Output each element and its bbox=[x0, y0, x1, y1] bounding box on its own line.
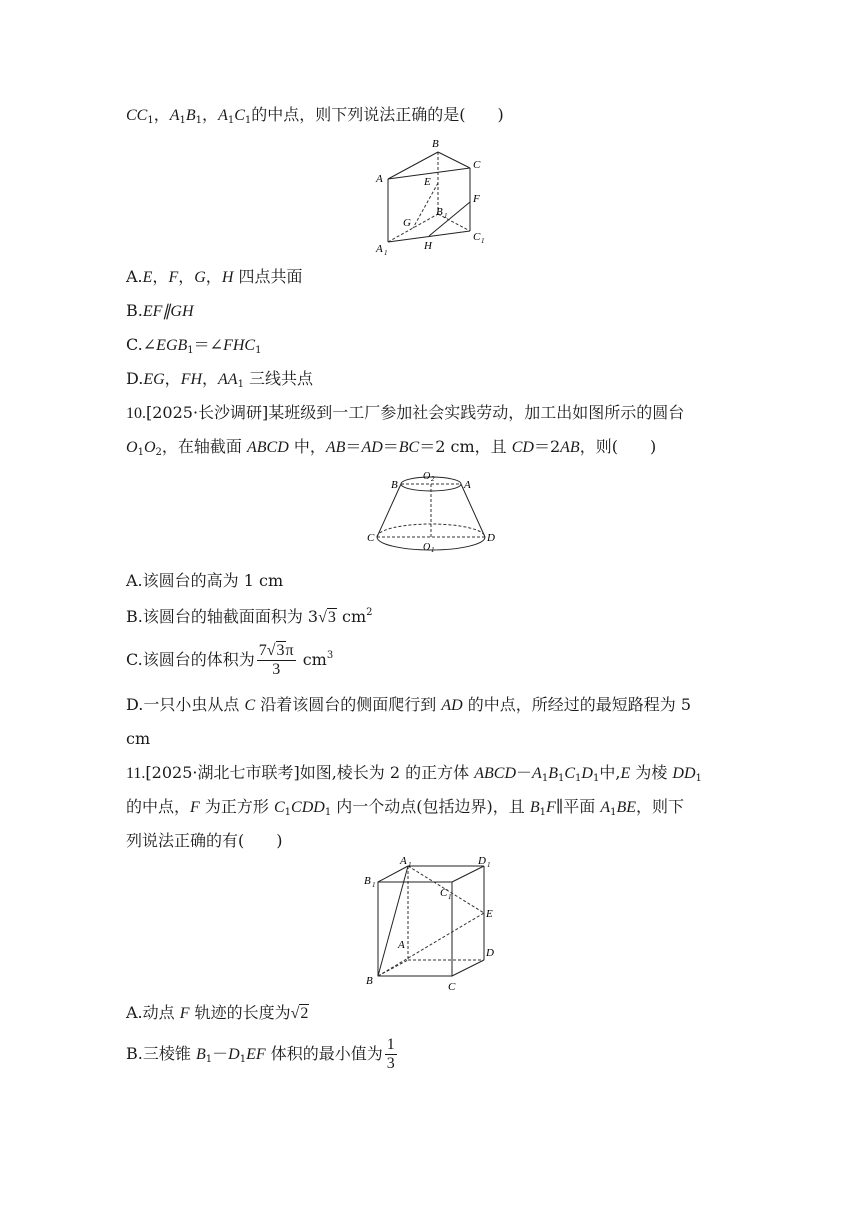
q9-option-a: A.E，F，G，H 四点共面 bbox=[126, 267, 303, 286]
q10-option-d-line1: D.一只小虫从点 C 沿着该圆台的侧面爬行到 AD 的中点，所经过的最短路程为 5 bbox=[126, 695, 692, 714]
label-A1: A bbox=[376, 243, 383, 255]
q10-stem-line1: 10.[2025·长沙调研]某班级到一工厂参加社会实践劳动，加工出如图所示的圆台 bbox=[126, 403, 685, 422]
label-B: B bbox=[432, 138, 439, 150]
edge-B1A1 bbox=[378, 866, 408, 882]
q9-option-c: $C.\angle EGB_1=\angle FHC_1$ bbox=[126, 335, 262, 356]
q11-cube-figure bbox=[360, 856, 500, 996]
label-C1: C bbox=[440, 887, 448, 899]
label-E: E bbox=[424, 176, 431, 188]
q11-min-volume-fraction: $\frac{1}{3}$ bbox=[386, 1036, 395, 1072]
q10-source: [2025·长沙调研] bbox=[146, 403, 269, 422]
label-O2-sub: 2 bbox=[431, 475, 435, 483]
edge-C1D1 bbox=[452, 866, 484, 882]
label-A1-sub: 1 bbox=[384, 249, 388, 257]
q9-stem-tail: $CC_1$，$A_1B_1$，$A_1C_1$的中点，则下列说法正确的是( ) bbox=[126, 105, 504, 126]
label-C1-sub: 1 bbox=[481, 237, 485, 245]
q11-option-a: A.动点 F 轨迹的长度为√2 bbox=[126, 1003, 309, 1022]
q11-source: [2025·湖北七市联考] bbox=[145, 763, 300, 782]
label-A: A bbox=[398, 939, 405, 951]
label-O2: O bbox=[423, 471, 431, 482]
q10-volume-fraction: $\frac{7√3\pi}{3}$ bbox=[258, 642, 294, 678]
q10-option-a: A.该圆台的高为 1 cm bbox=[126, 571, 284, 590]
label-B: B bbox=[366, 975, 373, 987]
label-C1-sub: 1 bbox=[448, 893, 452, 901]
q11-stem-line3: 列说法正确的有( ) bbox=[126, 831, 283, 850]
q9-stem-text: 的中点，则下列说法正确的是( ) bbox=[251, 105, 504, 124]
q11-option-b: B.三棱锥 $B_1-D_1EF$ 体积的最小值为 $\frac{1}{3}$ bbox=[126, 1036, 395, 1072]
q10-frustum-figure bbox=[365, 466, 497, 558]
edge-B1C1 bbox=[438, 214, 470, 231]
label-B1-sub: 1 bbox=[444, 212, 448, 220]
label-O1: O bbox=[423, 542, 431, 553]
segment-BE bbox=[378, 913, 484, 976]
q10-stem-line2: $O_1O_2$，在轴截面 ABCD 中，AB＝AD＝BC＝2 cm，且 CD＝2AB，则( ) bbox=[126, 437, 657, 458]
q9-option-d: D.EG，FH，$AA_1$ 三线共点 bbox=[126, 369, 314, 390]
label-D1-sub: 1 bbox=[487, 861, 491, 869]
q9-option-b: B.EF∥GH bbox=[126, 301, 194, 320]
label-B1-sub: 1 bbox=[372, 881, 376, 889]
q10-option-b: B.该圆台的轴截面面积为 3√3 $cm^2$ bbox=[126, 607, 373, 626]
edge-BC bbox=[438, 152, 470, 168]
label-O1-sub: 1 bbox=[431, 546, 435, 554]
label-D: D bbox=[487, 532, 495, 544]
label-H: H bbox=[424, 240, 432, 252]
label-G: G bbox=[403, 217, 411, 229]
label-D1: D bbox=[478, 856, 486, 867]
label-B1: B bbox=[436, 206, 443, 218]
edge-CD bbox=[452, 960, 484, 976]
label-A: A bbox=[464, 479, 471, 491]
label-D: D bbox=[486, 947, 494, 959]
label-C: C bbox=[448, 981, 456, 993]
q11-stem-line1: 11.[2025·湖北七市联考]如图,棱长为 2 的正方体 $ABCD-A_1B_1C_1D_1$中,E 为棱 $DD_1$ bbox=[126, 763, 702, 784]
label-A1: A bbox=[400, 856, 407, 867]
label-A: A bbox=[376, 173, 383, 185]
edge-AB bbox=[388, 152, 438, 179]
q9-prism-figure bbox=[370, 134, 490, 260]
label-B: B bbox=[391, 479, 398, 491]
q10-option-d-line2: cm bbox=[126, 729, 151, 748]
label-C: C bbox=[473, 159, 481, 171]
generator-AD bbox=[461, 484, 485, 537]
q10-option-c: C.该圆台的体积为 $\frac{7√3\pi}{3}$ $cm^3$ bbox=[126, 642, 334, 678]
label-C: C bbox=[367, 532, 375, 544]
label-F: F bbox=[473, 193, 480, 205]
label-B1: B bbox=[364, 875, 371, 887]
label-E: E bbox=[486, 908, 493, 920]
label-A1-sub: 1 bbox=[408, 861, 412, 869]
q11-stem-line2: 的中点，F 为正方形 $C_1CDD_1$ 内一个动点(包括边界)，且 $B_1F\parallel$平面 $A_1BE$，则下 bbox=[126, 797, 685, 818]
label-C1: C bbox=[473, 231, 481, 243]
